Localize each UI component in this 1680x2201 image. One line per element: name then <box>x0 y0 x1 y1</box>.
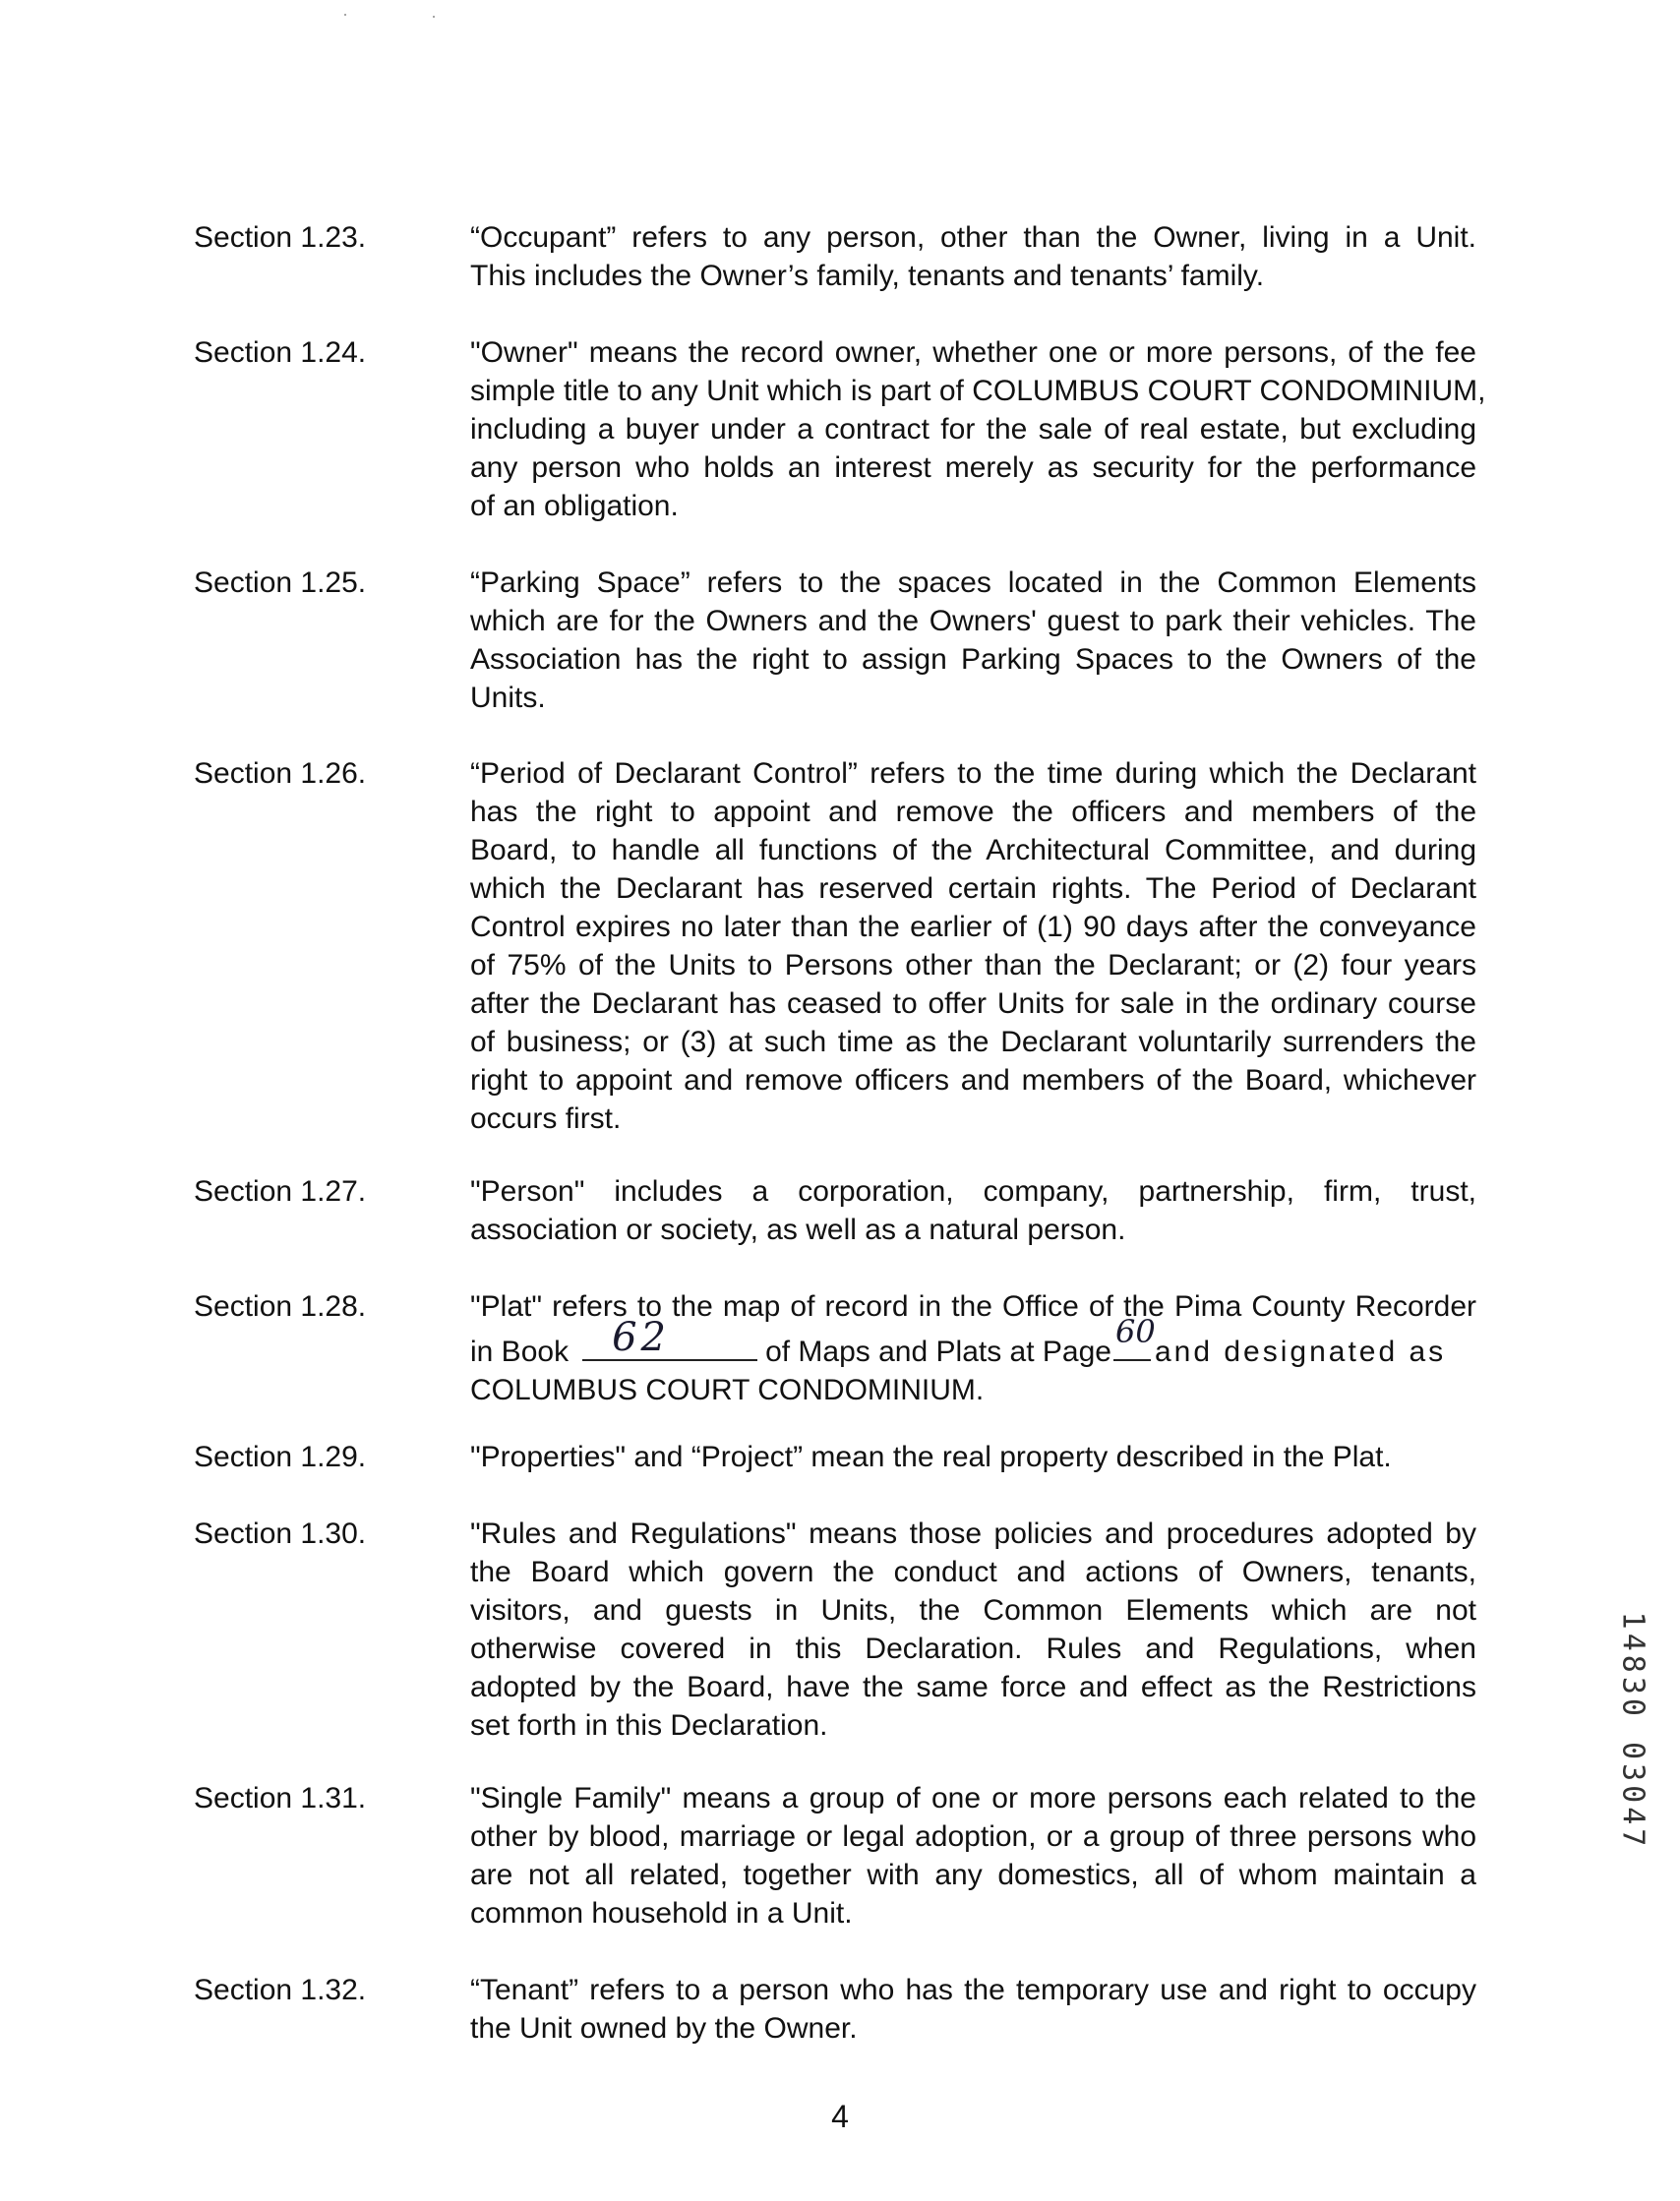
text-line: association or society, as well as a natural person. <box>470 1214 1126 1246</box>
plat-reference-line <box>470 1313 1476 1371</box>
text-line: This includes the Owner’s family, tenants and tenants’ family. <box>470 260 1265 292</box>
text-line: "Owner" means the record owner, whether one or more persons, of the fee <box>470 336 1476 369</box>
section-text <box>470 1438 1476 1476</box>
text-line: of an obligation. <box>470 490 679 522</box>
section-text <box>470 1172 1476 1249</box>
text-fragment: of Maps and Plats at Page <box>765 1336 1111 1368</box>
section-label: Section 1.24. <box>194 336 367 369</box>
text-line: Units. <box>470 682 546 714</box>
text-line: other by blood, marriage or legal adoption, or a group of three persons who <box>470 1820 1476 1853</box>
text-line: including a buyer under a contract for the sale of real estate, but excluding <box>470 413 1476 446</box>
text-line: "Single Family" means a group of one or more persons each related to the <box>470 1782 1476 1814</box>
text-line: of 75% of the Units to Persons other than the Declarant; or (2) four years <box>470 949 1476 982</box>
recording-stamp-number: 14830 03047 <box>1615 1611 1650 1851</box>
text-fragment: and designated as <box>1154 1336 1447 1368</box>
text-line: "Rules and Regulations" means those policies and procedures adopted by <box>470 1517 1476 1550</box>
section-text <box>470 1779 1476 1933</box>
section-label: Section 1.28. <box>194 1290 367 1323</box>
text-line: simple title to any Unit which is part of COLUMBUS COURT CONDOMINIUM, <box>470 375 1486 407</box>
section-label: Section 1.31. <box>194 1782 367 1814</box>
text-line: adopted by the Board, have the same force and effect as the Restrictions <box>470 1671 1476 1703</box>
recording-stamp <box>1613 1583 1652 1878</box>
handwritten-book-number: 62 <box>612 1315 670 1360</box>
text-line: "Person" includes a corporation, company, partnership, firm, trust, <box>470 1175 1476 1208</box>
text-line: occurs first. <box>470 1102 622 1135</box>
text-line: set forth in this Declaration. <box>470 1709 828 1742</box>
book-number-blank <box>582 1315 757 1361</box>
text-line: the Unit owned by the Owner. <box>470 2012 858 2045</box>
section-text <box>470 564 1476 717</box>
section-label: Section 1.32. <box>194 1974 367 2006</box>
scan-speck <box>344 14 346 16</box>
section-label: Section 1.25. <box>194 566 367 599</box>
section-label: Section 1.23. <box>194 221 367 254</box>
section-text <box>470 218 1476 295</box>
text-line: which the Declarant has reserved certain rights. The Period of Declarant <box>470 872 1476 905</box>
text-line: any person who holds an interest merely as security for the performance <box>470 451 1476 484</box>
text-line: of business; or (3) at such time as the Declarant voluntarily surrenders the <box>470 1026 1476 1058</box>
text-line: common household in a Unit. <box>470 1897 853 1930</box>
text-line: which are for the Owners and the Owners' guest to park their vehicles. The <box>470 605 1476 637</box>
section-text <box>470 1971 1476 2048</box>
section-label: Section 1.26. <box>194 757 367 790</box>
section-label: Section 1.29. <box>194 1441 367 1473</box>
scan-speck <box>433 16 435 18</box>
text-line: has the right to appoint and remove the officers and members of the <box>470 796 1476 828</box>
text-line: Board, to handle all functions of the Architectural Committee, and during <box>470 834 1476 866</box>
text-line: visitors, and guests in Units, the Common Elements which are not <box>470 1594 1476 1627</box>
text-line: after the Declarant has ceased to offer Units for sale in the ordinary course <box>470 987 1476 1020</box>
page-number-blank <box>1113 1313 1156 1361</box>
text-line: “Parking Space” refers to the spaces located in the Common Elements <box>470 566 1476 599</box>
text-line: the Board which govern the conduct and actions of Owners, tenants, <box>470 1556 1476 1588</box>
section-text <box>470 1287 1476 1409</box>
section-label: Section 1.27. <box>194 1175 367 1208</box>
text-line: "Properties" and “Project” mean the real property described in the Plat. <box>470 1441 1392 1473</box>
text-line: Association has the right to assign Parking Spaces to the Owners of the <box>470 643 1476 676</box>
page-number: 4 <box>831 2099 849 2134</box>
text-line: “Period of Declarant Control” refers to the time during which the Declarant <box>470 757 1476 790</box>
text-fragment: in Book <box>470 1336 570 1368</box>
section-text <box>470 754 1476 1138</box>
text-line: “Tenant” refers to a person who has the temporary use and right to occupy <box>470 1974 1476 2006</box>
text-line: are not all related, together with any domestics, all of whom maintain a <box>470 1859 1476 1891</box>
text-line: “Occupant” refers to any person, other than the Owner, living in a Unit. <box>470 221 1476 254</box>
text-line: otherwise covered in this Declaration. Rules and Regulations, when <box>470 1633 1476 1665</box>
section-text <box>470 333 1486 525</box>
text-line: COLUMBUS COURT CONDOMINIUM. <box>470 1374 985 1406</box>
text-line: "Plat" refers to the map of record in the Office of the Pima County Recorder <box>470 1290 1476 1323</box>
section-label: Section 1.30. <box>194 1517 367 1550</box>
section-text <box>470 1515 1476 1745</box>
handwritten-page-number: 60 <box>1114 1313 1156 1350</box>
text-line: Control expires no later than the earlier of (1) 90 days after the conveyance <box>470 911 1476 943</box>
text-line: right to appoint and remove officers and members of the Board, whichever <box>470 1064 1476 1097</box>
